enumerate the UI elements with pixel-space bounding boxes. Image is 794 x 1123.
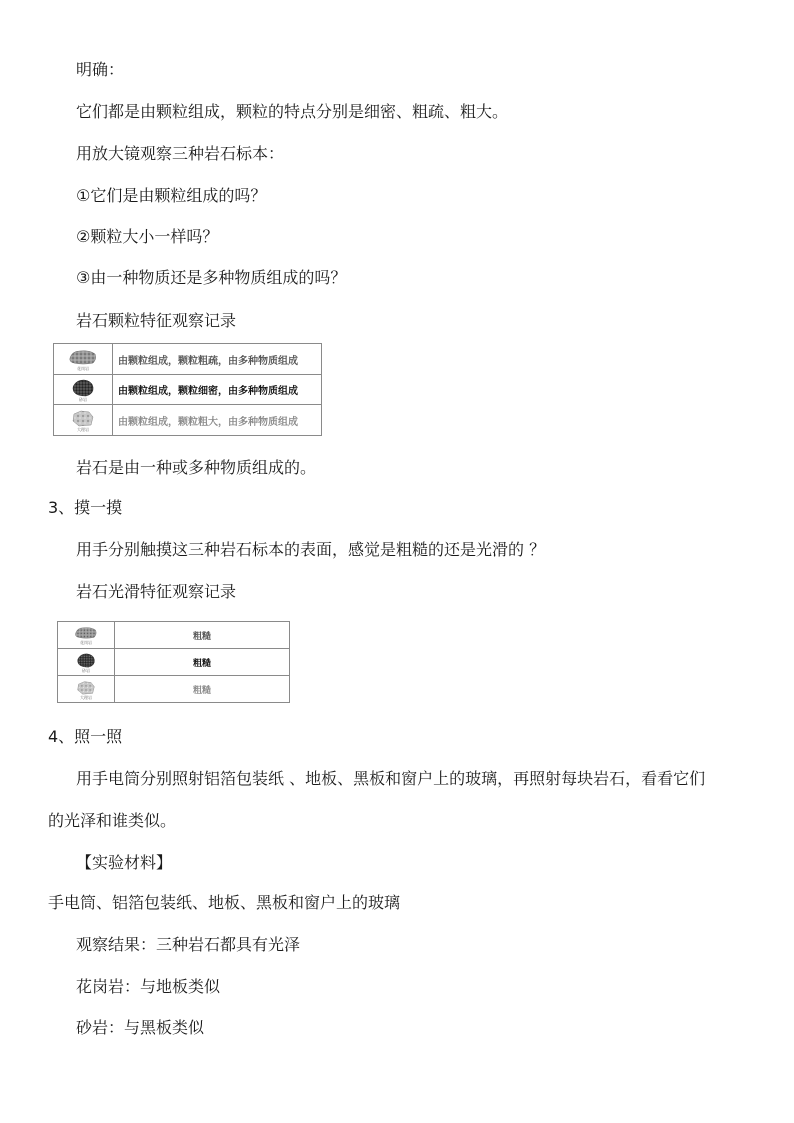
marble-rock-icon <box>71 409 95 427</box>
question-3: ③由一种物质还是多种物质组成的吗？ <box>76 268 347 287</box>
rock-cell <box>58 649 115 676</box>
table-row <box>54 405 322 436</box>
paragraph-clarify-body: 它们都是由颗粒组成，颗粒的特点分别是细密、粗疏、粗大。 <box>76 102 509 121</box>
rock-label: 花岗岩 <box>77 365 89 371</box>
texture-text: 粗糙 <box>115 622 290 649</box>
paragraph-rock-conclusion: 岩石是由一种或多种物质组成的。 <box>76 458 317 477</box>
rock-label: 砂岩 <box>79 396 87 402</box>
rock-label: 花岗岩 <box>80 640 92 645</box>
marble-rock-icon <box>76 680 96 695</box>
sandstone-rock-icon <box>76 653 96 668</box>
paragraph-flashlight-instruction-line2: 的光泽和谁类似。 <box>48 811 177 830</box>
table1-caption: 岩石颗粒特征观察记录 <box>76 311 237 330</box>
observation-text: 由颗粒组成，颗粒细密，由多种物质组成 <box>113 375 322 405</box>
table-row <box>54 344 322 375</box>
observation-result: 观察结果：三种岩石都具有光泽 <box>76 935 301 954</box>
sandstone-comparison: 砂岩：与黑板类似 <box>76 1018 205 1037</box>
texture-text: 粗糙 <box>115 649 290 676</box>
observation-text: 由颗粒组成，颗粒粗大，由多种物质组成 <box>113 405 322 436</box>
rock-cell <box>58 676 115 703</box>
table-row <box>58 649 290 676</box>
materials-heading: 【实验材料】 <box>76 853 173 872</box>
granite-rock-icon <box>74 626 98 640</box>
granite-comparison: 花岗岩：与地板类似 <box>76 977 221 996</box>
texture-observation-table <box>57 621 290 703</box>
question-1: ①它们是由颗粒组成的吗？ <box>76 186 267 205</box>
section-3-heading: 3、摸一摸 <box>48 498 123 517</box>
question-2: ②颗粒大小一样吗？ <box>76 227 219 246</box>
granite-rock-icon <box>68 349 98 366</box>
rock-label: 大理岩 <box>77 427 89 432</box>
section-4-heading: 4、照一照 <box>48 727 123 746</box>
table2-caption: 岩石光滑特征观察记录 <box>76 582 237 601</box>
paragraph-touch-instruction: 用手分别触摸这三种岩石标本的表面，感觉是粗糙的还是光滑的 ？ <box>76 540 546 559</box>
rock-label: 大理岩 <box>80 694 92 700</box>
table-row <box>54 375 322 405</box>
rock-cell <box>54 375 113 405</box>
paragraph-clarify-heading: 明确： <box>76 60 125 79</box>
materials-list: 手电筒、铝箔包装纸、地板、黑板和窗户上的玻璃 <box>48 893 401 912</box>
paragraph-magnifier-intro: 用放大镜观察三种岩石标本： <box>76 144 285 163</box>
rock-cell <box>54 344 113 375</box>
table-row <box>58 676 290 703</box>
rock-cell <box>54 405 113 436</box>
rock-label: 砂岩 <box>82 667 90 673</box>
rock-cell <box>58 622 115 649</box>
paragraph-flashlight-instruction-line1: 用手电筒分别照射铝箔包装纸 、地板、黑板和窗户上的玻璃，再照射每块岩石，看看它们 <box>76 769 706 788</box>
particle-observation-table <box>53 343 322 436</box>
texture-text: 粗糙 <box>115 676 290 703</box>
sandstone-rock-icon <box>71 379 95 397</box>
observation-text: 由颗粒组成，颗粒粗疏，由多种物质组成 <box>113 344 322 375</box>
table-row <box>58 622 290 649</box>
